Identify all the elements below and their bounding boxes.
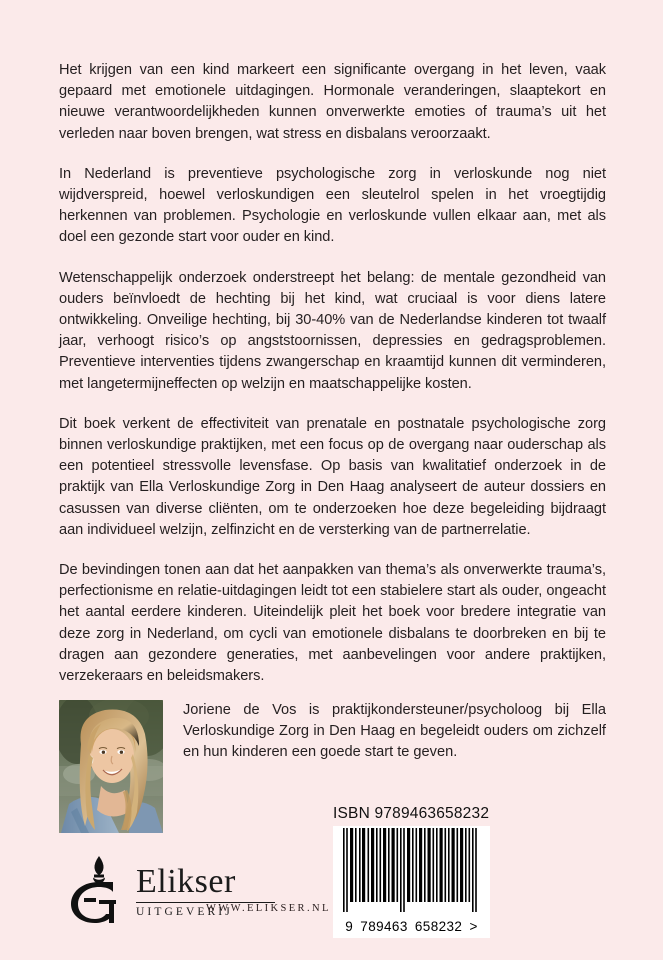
author-bio-text: Joriene de Vos is praktijkondersteuner/psycholoog bij Ella Verloskundige Zorg in Den Haag en begeleidt ouders om zichzelf en hun kinderen een goede start te geven. — [183, 702, 606, 761]
barcode-digits — [333, 919, 490, 934]
blurb-paragraph-1: Het krijgen van een kind markeert een significante overgang in het leven, vaak gepaard met emotionele uitdagingen. Hormonale veranderingen, slaaptekort en nieuwe verantwoordelijkheden kunnen onverwerkte emoties of trauma’s uit het verleden naar boven brengen, wat stress en disbalans veroorzaakt. — [59, 62, 606, 142]
barcode-digit-group-4: > — [469, 919, 478, 934]
publisher-name: Elikser — [136, 862, 236, 900]
publisher-subtitle: UITGEVERIJ — [136, 906, 233, 918]
blurb-paragraph-4: Dit boek verkent de effectiviteit van prenatale en postnatale psychologische zorg binnen verloskundige praktijken, met een focus op de overgang naar ouderschap als een potentieel stressvolle levensfase. Op basis van kwalitatief onderzoek in de praktijk van Ella Verloskundige Zorg in Den Haag analyseert de auteur dossiers en casussen van diverse cliënten, om te onderzoeken hoe deze begeleiding bijdraagt aan individueel welzijn, zelfinzicht en de versterking van de partnerrelatie. — [59, 415, 606, 538]
elikser-monogram-icon — [66, 854, 130, 924]
barcode-digit-group-1: 9 — [345, 919, 354, 934]
blurb-paragraph-5: De bevindingen tonen aan dat het aanpakken van thema’s als onverwerkte trauma’s, perfectionisme en relatie-uitdagingen leidt tot een stabielere start als ouder, ongeacht het aantal eerdere kinderen. Uiteindelijk pleit het boek voor bredere integratie van deze zorg in Nederland, om cycli van emotionele disbalans te doorbreken en bij te dragen aan gezondere generaties, met aanbevelingen voor andere praktijken, verzekeraars en beleidsmakers. — [59, 562, 606, 685]
publisher-website: WWW.ELIKSER.NL — [206, 903, 331, 914]
barcode-digit-group-2: 789463 — [360, 919, 408, 934]
isbn-barcode — [333, 826, 490, 938]
author-portrait-photo — [59, 700, 163, 833]
blurb-text-block — [59, 60, 606, 687]
blurb-paragraph-3: Wetenschappelijk onderzoek onderstreept het belang: de mentale gezondheid van ouders beïnvloedt de hechting bij het kind, wat cruciaal is voor diens latere ontwikkeling. Onveilige hechting, bij 30-40% van de Nederlandse kinderen tot twaalf jaar, verhoogt risico’s op angststoornissen, depressies en gedragsproblemen. Preventieve interventies tijdens zwangerschap en kraamtijd kunnen dit verminderen, met langetermijneffecten op welzijn en maatschappelijke kosten. — [59, 269, 606, 392]
barcode-digit-group-3: 658232 — [414, 919, 463, 934]
isbn-label: ISBN 9789463658232 — [333, 805, 490, 822]
blurb-paragraph-2: In Nederland is preventieve psychologische zorg in verloskunde nog niet wijdverspreid, hoewel verloskundigen een sleutelrol spelen in het vroegtijdig herkennen van problemen. Psychologie en verloskunde vullen elkaar aan, met als doel een gezonde start voor ouder en kind. — [59, 165, 606, 246]
